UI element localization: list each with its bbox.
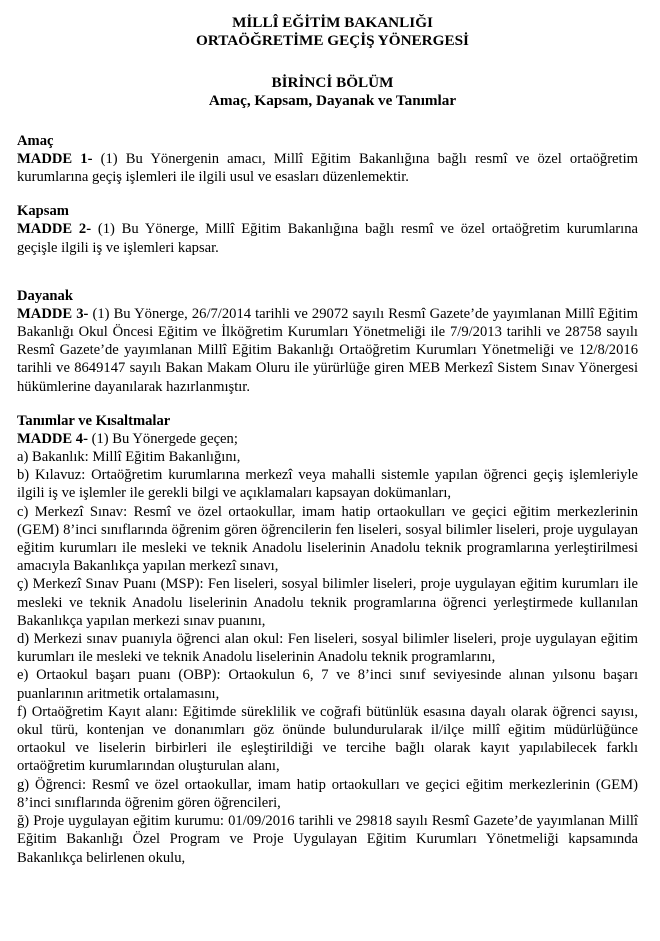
article-1 (17, 132, 638, 186)
article-number: MADDE 1- (17, 151, 93, 167)
article-3 (17, 287, 638, 396)
definition-item: g) Öğrenci: Resmî ve özel ortaokullar, imam hatip ortaokulları ve geçici eğitim merkezlerinin (GEM) 8’inci sınıflarında öğrenim gören öğrencileri, (17, 776, 638, 811)
section-subtitle: Amaç, Kapsam, Dayanak ve Tanımlar (208, 92, 457, 109)
directive-title: ORTAÖĞRETİME GEÇİŞ YÖNERGESİ (196, 32, 469, 49)
definition-item: f) Ortaöğretim Kayıt alanı: Eğitimde süreklilik ve coğrafi bütünlük esasına dayalı olarak öğrenci sayısı, okul türü, kontenjan ve donanımları göz önünde bulundurularak il/ilçe millî eğitim müdürlüğünce ortaokul ve liselerin birbirleri ile eşleştirildiği ve tercihe bağlı olarak kayıt yapılabilecek farklı ortaöğretim kurumlarından oluşturulan alanı, (17, 703, 638, 775)
article-2 (17, 202, 638, 256)
article-heading: Amaç (17, 133, 54, 149)
article-heading: Dayanak (17, 287, 73, 304)
article-number: MADDE 4- (17, 430, 88, 447)
definition-item: ğ) Proje uygulayan eğitim kurumu: 01/09/2016 tarihli ve 29818 sayılı Resmî Gazete’de yayımlanan Millî Eğitim Bakanlığı Özel Program ve Proje Uygulayan Eğitim Kurumları Yönetmeliği kapsamında Bakanlıkça belirlenen okulu, (17, 813, 638, 866)
article-text: (1) Bu Yönerge, Millî Eğitim Bakanlığına bağlı resmî ve özel ortaöğretim kurumlarına geçişle ilgili iş ve işlemleri kapsar. (17, 221, 638, 256)
definition-item: b) Kılavuz: Ortaöğretim kurumlarına merkezî veya mahalli sistemle yapılan öğrenci geçiş işlemleriyle ilgili iş ve işlemler ile gerekli bilgi ve açıklamaları kapsayan dokümanları, (17, 467, 638, 502)
definition-item: e) Ortaokul başarı puanı (OBP): Ortaokulun 6, 7 ve 8’inci sınıf seviyesinde alınan yılsonu başarı puanlarının aritmetik ortalamasını, (17, 667, 638, 702)
article-body (17, 150, 638, 186)
article-text: (1) Bu Yönergenin amacı, Millî Eğitim Bakanlığına bağlı resmî ve özel ortaöğretim kurumlarına geçiş işlemleri ile ilgili usul ve esasları düzenlemektir. (17, 151, 638, 186)
article-number: MADDE 3- (17, 305, 89, 322)
ministry-title: MİLLÎ EĞİTİM BAKANLIĞI (232, 14, 433, 31)
definition-item: ç) Merkezî Sınav Puanı (MSP): Fen liseleri, sosyal bilimler liseleri, proje uygulayan eğitim kurumları ile mesleki ve teknik Anadolu liselerinin Anadolu teknik programlarına öğrenci yerleştirmede kullanılan Bakanlıkça yapılan merkezi sınav puanını, (17, 576, 638, 629)
article-heading: Tanımlar ve Kısaltmalar (17, 412, 171, 429)
section-title: BİRİNCİ BÖLÜM (271, 74, 394, 91)
article-number: MADDE 2- (17, 221, 92, 238)
article-heading: Kapsam (17, 203, 69, 220)
article-text: (1) Bu Yönerge, 26/7/2014 tarihli ve 29072 sayılı Resmî Gazete’de yayımlanan Millî Eğitim Bakanlığı Okul Öncesi Eğitim ve İlköğretim Kurumları Yönetmeliği ile 7/9/2013 tarihli ve 28758 sayılı Resmî Gazete’de yayımlanan Millî Eğitim Bakanlığı Ortaöğretim Kurumları Yönetmeliği ve 12/8/2016 tarihli ve 8649147 sayılı Bakan Makam Oluru ile yürürlüğe giren MEB Merkezî Sistem Sınav Yönergesi hükümlerine dayanılarak hazırlanmıştır. (17, 305, 638, 395)
article-4 (17, 412, 638, 867)
definition-item: d) Merkezi sınav puanıyla öğrenci alan okul: Fen liseleri, sosyal bilimler liseleri, proje uygulayan eğitim kurumları ile mesleki ve teknik Anadolu liselerinin Anadolu teknik programlarını, (17, 631, 638, 666)
document-header (27, 14, 638, 110)
article-body (17, 305, 638, 396)
definition-item: a) Bakanlık: Millî Eğitim Bakanlığını, (17, 449, 241, 466)
article-body (17, 220, 638, 256)
article-text: (1) Bu Yönergede geçen; (87, 430, 238, 447)
definition-item: c) Merkezî Sınav: Resmî ve özel ortaokullar, imam hatip ortaokulları ve geçici eğitim merkezlerinin (GEM) 8’inci sınıflarında öğrenim gören öğrencilerin fen liseleri, sosyal bilimler liseleri, proje uygulayan eğitim kurumları ile mesleki ve teknik Anadolu liselerinin Anadolu teknik programlarına yerleştirilmesi amacıyla Bakanlıkça yapılan merkezî sınavı, (17, 503, 638, 575)
article-body (17, 430, 638, 448)
